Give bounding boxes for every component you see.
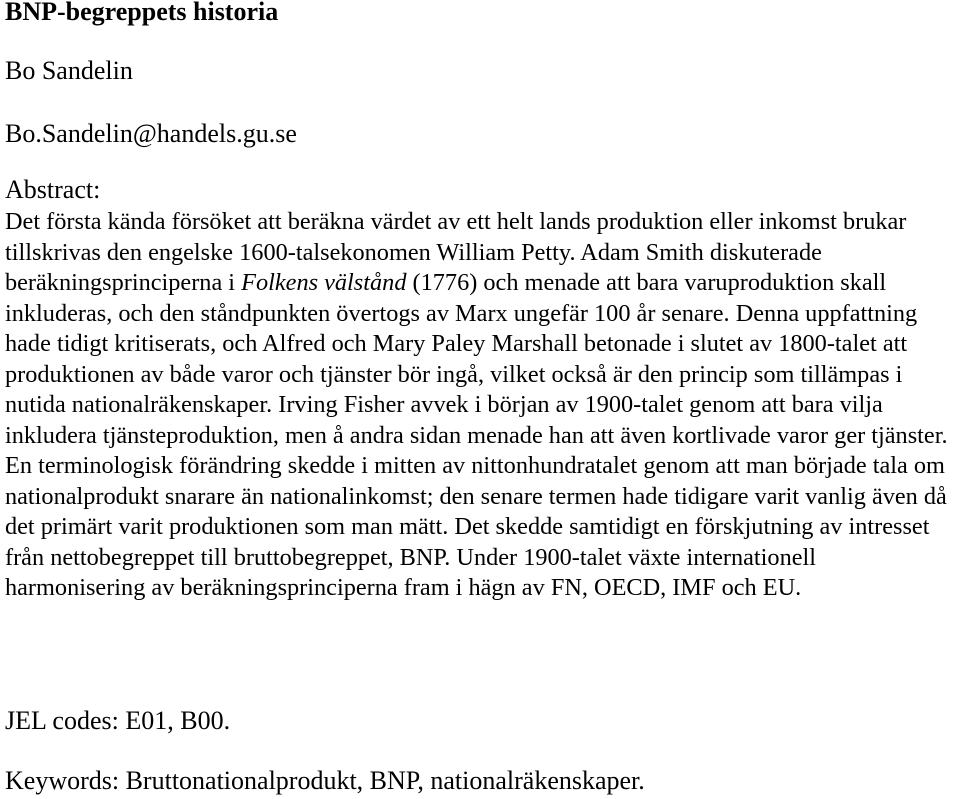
jel-codes: JEL codes: E01, B00. xyxy=(5,706,231,735)
author-email: Bo.Sandelin@handels.gu.se xyxy=(5,119,297,148)
document-title: BNP-begreppets historia xyxy=(5,0,279,26)
book-title: Folkens välstånd xyxy=(241,269,407,296)
abstract-text-after-book: (1776) och menade att bara varuproduktion skall inkluderas, och den ståndpunkten övertogs av Marx ungefär 100 år senare. Denna uppfattning hade tidigt kritiserats, och Alfred och Mary Paley Marshall betonade i slutet av 1800-talet att produktionen av både varor och tjänster bör ingå, vilket också är den princip som tillämpas i nutida nationalräkenskaper. Irving Fisher avvek i början av 1900-talet genom att bara vilja inkludera tjänsteproduktion, men å andra sidan menade han att även kortlivade varor ger tjänster. En terminologisk förändring skedde i mitten av nittonhundratalet genom att man började tala om nationalprodukt snarare än nationalinkomst; den senare termen hade tidigare varit vanlig även då det primärt varit produktionen som man mätt. Det skedde samtidigt en förskjutning av intresset från nettobegreppet till bruttobegreppet, BNP. Under 1900-talet växte internationell harmonisering av beräkningsprinciperna fram i hägn av FN, OECD, IMF och EU. xyxy=(5,269,948,601)
author-name: Bo Sandelin xyxy=(5,56,133,85)
keywords: Keywords: Bruttonationalprodukt, BNP, nationalräkenskaper. xyxy=(5,766,645,795)
abstract-label: Abstract: xyxy=(5,175,101,204)
abstract-text-before-book: Det första kända försöket att beräkna värdet av ett helt lands produktion eller inkomst brukar tillskrivas den engelske 1600-talsekonomen William Petty. Adam Smith diskuterade beräkningsprinciperna i xyxy=(5,208,907,296)
abstract-text xyxy=(5,207,950,604)
